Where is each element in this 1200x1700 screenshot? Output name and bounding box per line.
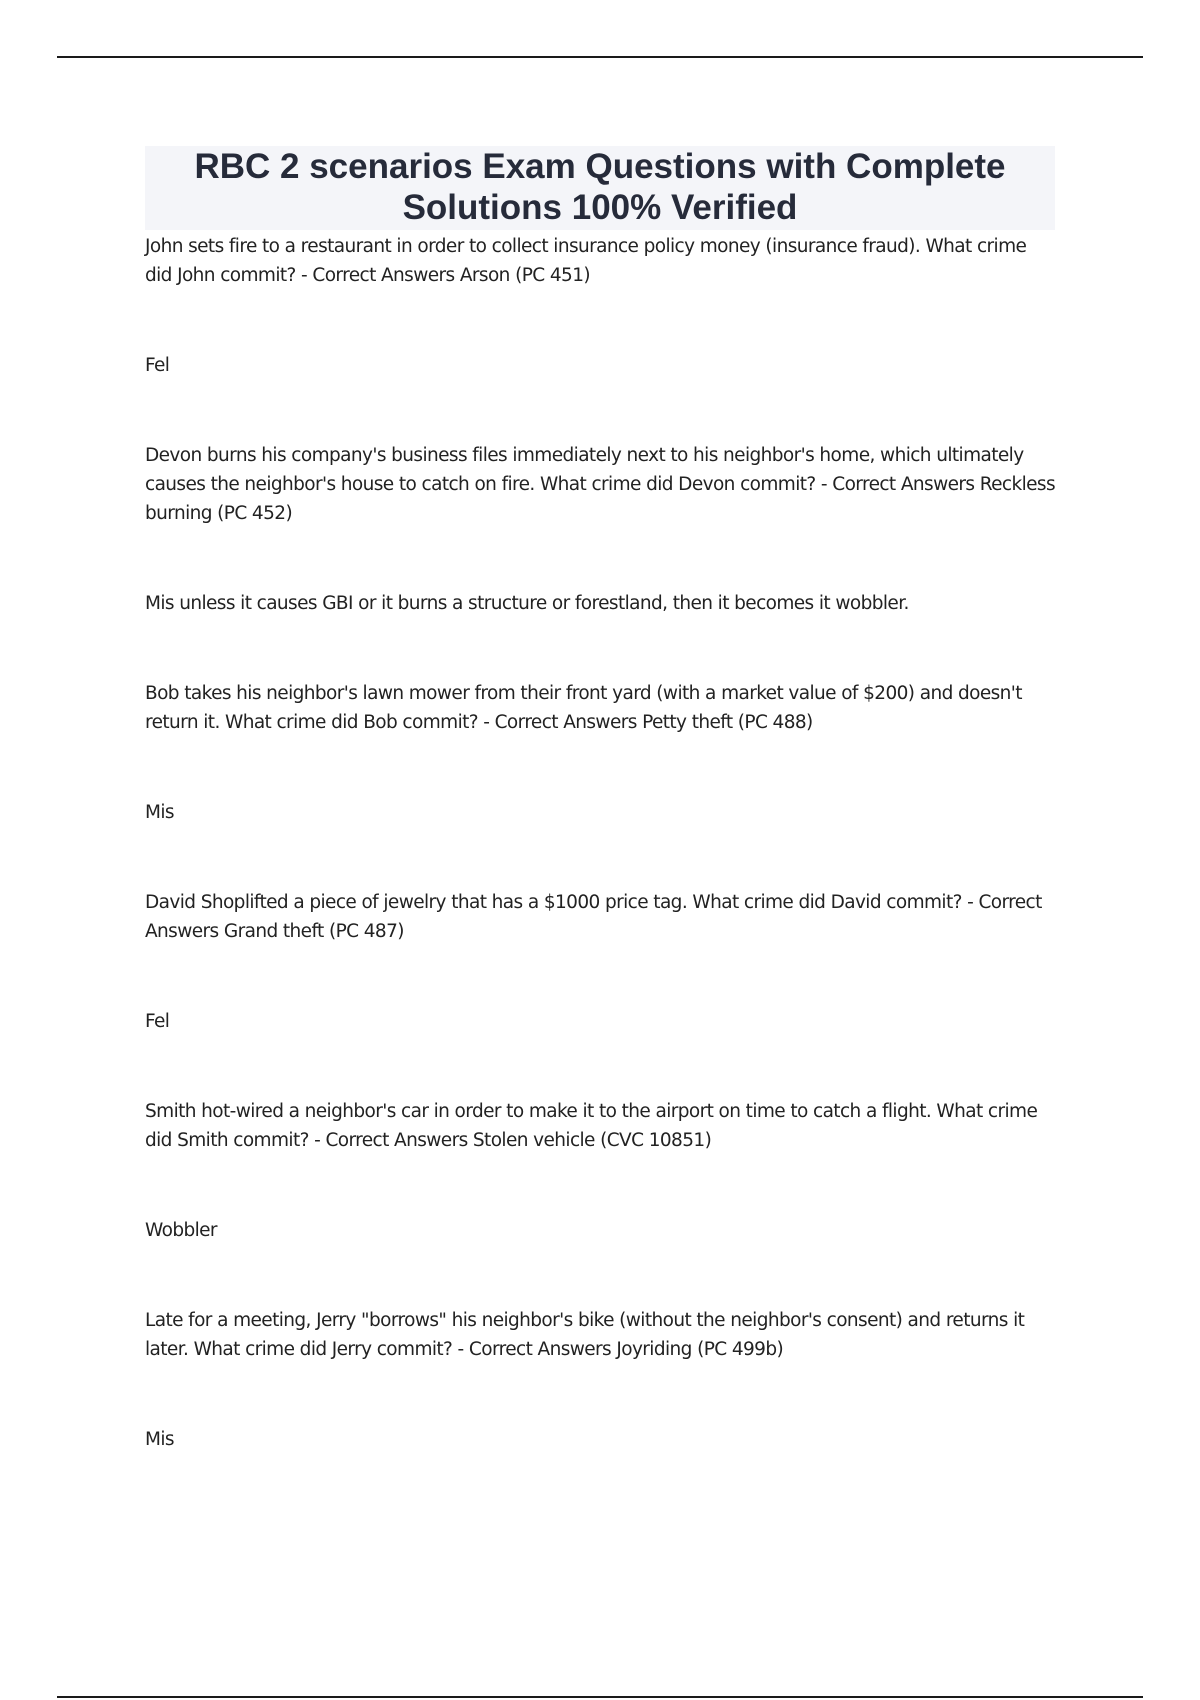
document-body — [145, 146, 1055, 1454]
classification-text: Mis — [145, 802, 174, 823]
document-title — [153, 146, 1047, 228]
classification-text: Fel — [145, 1011, 170, 1032]
classification-text: Mis unless it causes GBI or it burns a structure or forestland, then it becomes it wobbler. — [145, 593, 909, 614]
classification-text: Mis — [145, 1429, 174, 1450]
question-text: Bob takes his neighbor's lawn mower from their front yard (with a market value of $200) and doesn't return it. What crime did Bob commit? - Correct Answers Petty theft (PC 488) — [145, 683, 1022, 733]
question-text: David Shoplifted a piece of jewelry that has a $1000 price tag. What crime did David commit? - Correct Answers Grand theft (PC 487) — [145, 892, 1042, 942]
question-text: Late for a meeting, Jerry "borrows" his neighbor's bike (without the neighbor's consent) and returns it later. What crime did Jerry commit? - Correct Answers Joyriding (PC 499b) — [145, 1310, 1025, 1360]
question-text: Smith hot-wired a neighbor's car in order to make it to the airport on time to catch a flight. What crime did Smith commit? - Correct Answers Stolen vehicle (CVC 10851) — [145, 1101, 1038, 1151]
qa-list — [145, 232, 1055, 1454]
top-rule — [57, 56, 1143, 58]
bottom-rule — [57, 1696, 1143, 1698]
classification-text: Wobbler — [145, 1220, 217, 1241]
title-line-1: RBC 2 scenarios Exam Questions with Complete — [194, 147, 1006, 186]
question-text: Devon burns his company's business files immediately next to his neighbor's home, which ultimately causes the neighbor's house to catch on fire. What crime did Devon commit? - Correct Answers Reckless burning (PC 452) — [145, 445, 1056, 524]
classification-text: Fel — [145, 355, 170, 376]
title-box — [145, 146, 1055, 230]
title-line-2: Solutions 100% Verified — [402, 188, 798, 227]
question-text: John sets fire to a restaurant in order to collect insurance policy money (insurance fraud). What crime did John commit? - Correct Answers Arson (PC 451) — [145, 236, 1027, 286]
